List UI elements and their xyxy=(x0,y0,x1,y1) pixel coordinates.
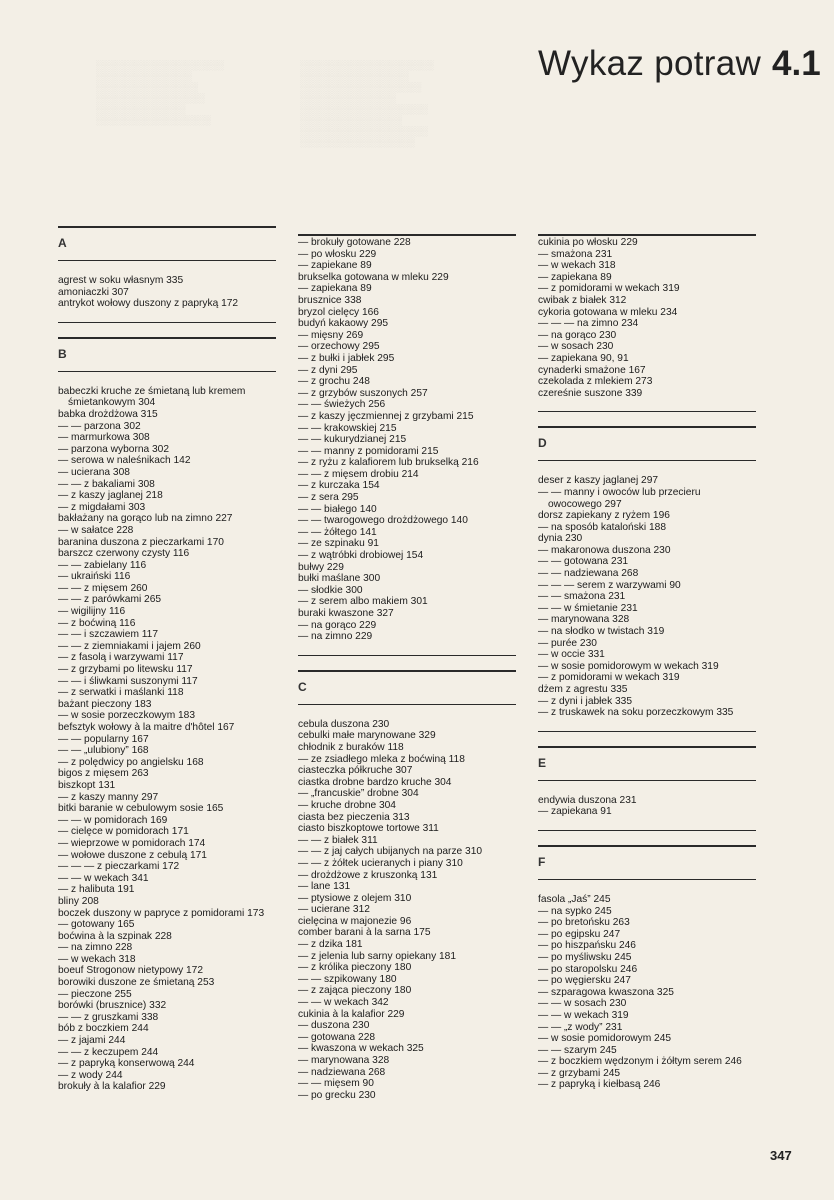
index-entry: — „francuskie” drobne 304 xyxy=(298,788,419,800)
index-entry: — w wekach 318 xyxy=(538,260,616,272)
index-entry: — w occie 331 xyxy=(538,649,605,661)
index-entry: czereśnie suszone 339 xyxy=(538,387,643,399)
index-entry: — na gorąco 230 xyxy=(538,329,617,341)
index-entry: — ukraiński 116 xyxy=(58,571,131,583)
index-entry: — zapiekana 89 xyxy=(298,283,372,295)
index-entry: bliny 208 xyxy=(58,895,99,907)
index-entry: — purée 230 xyxy=(538,637,597,649)
section-divider xyxy=(538,399,756,412)
index-entry: deser z kaszy jaglanej 297 xyxy=(538,475,659,487)
index-entry: — — z parówkami 265 xyxy=(58,594,162,606)
index-entry: — — szpikowany 180 xyxy=(298,973,397,985)
index-entry: — — gotowana 231 xyxy=(538,556,629,568)
index-entry: — z grzybami 245 xyxy=(538,1067,621,1079)
index-entry: — po włosku 229 xyxy=(298,248,377,260)
index-entry: — — w śmietanie 231 xyxy=(538,602,638,614)
index-entry: — — parzona 302 xyxy=(58,420,141,432)
index-entry: — w sosach 230 xyxy=(538,341,614,353)
index-entry: budyń kakaowy 295 xyxy=(298,318,389,330)
index-entry: — — szarym 245 xyxy=(538,1044,617,1056)
index-entry: cebulki małe marynowane 329 xyxy=(298,730,436,742)
index-entry: — — w wekach 319 xyxy=(538,1009,629,1021)
index-entry: — na sposób kataloński 188 xyxy=(538,521,666,533)
index-entry: — brokuły gotowane 228 xyxy=(298,237,411,248)
index-entry: bażant pieczony 183 xyxy=(58,698,152,710)
index-column-2 xyxy=(298,226,516,1101)
index-entry: boczek duszony w papryce z pomidorami 173 xyxy=(58,907,265,919)
index-entry: — — „z wody” 231 xyxy=(538,1021,623,1033)
index-entry: — z jajami 244 xyxy=(58,1035,126,1047)
index-entry: — — manny i owoców lub przecieru owocowego 297 xyxy=(538,486,701,510)
index-entry: — — z jaj całych ubijanych na parze 310 xyxy=(298,846,483,858)
index-entry: — zapiekane 89 xyxy=(298,260,372,272)
section-header xyxy=(298,670,516,705)
index-entry: — po staropolsku 246 xyxy=(538,963,638,975)
index-entry: bryzol cielęcy 166 xyxy=(298,306,379,318)
index-entry: chłodnik z buraków 118 xyxy=(298,741,404,753)
index-entry: — kwaszona w wekach 325 xyxy=(298,1043,424,1055)
index-entry: — z halibuta 191 xyxy=(58,884,135,896)
index-entry: — — w wekach 342 xyxy=(298,997,389,1009)
index-entry: — — — z pieczarkami 172 xyxy=(58,861,180,873)
index-entry: cukinia à la kalafior 229 xyxy=(298,1008,405,1020)
index-entry: — z pomidorami w wekach 319 xyxy=(538,283,680,295)
index-entry: — z papryką konserwową 244 xyxy=(58,1058,195,1070)
watermark xyxy=(150,1125,168,1190)
index-entry: — — z gruszkami 338 xyxy=(58,1011,159,1023)
section-header xyxy=(538,426,756,461)
index-entry: dżem z agrestu 335 xyxy=(538,684,628,695)
index-entry: — — i śliwkami suszonymi 117 xyxy=(58,675,198,687)
index-entry: — z papryką i kiełbasą 246 xyxy=(538,1079,661,1091)
index-entry: — drożdżowe z kruszonką 131 xyxy=(298,869,438,881)
index-entry: — — z keczupem 244 xyxy=(58,1046,159,1058)
index-entry: — — z mięsem 260 xyxy=(58,582,148,594)
index-entry: bakłażany na gorąco lub na zimno 227 xyxy=(58,513,233,525)
index-entry: — lane 131 xyxy=(298,881,351,893)
index-entry: — — z bakaliami 308 xyxy=(58,478,155,490)
index-entry: cwibak z białek 312 xyxy=(538,294,627,306)
index-entry: — — z ziemniakami i jajem 260 xyxy=(58,640,201,652)
section-divider xyxy=(538,818,756,831)
index-entry: — serowa w naleśnikach 142 xyxy=(58,455,191,467)
index-entry: — ucierana 308 xyxy=(58,466,130,478)
index-entry: cykoria gotowana w mleku 234 xyxy=(538,306,678,318)
index-entry: — po bretońsku 263 xyxy=(538,917,630,929)
index-entry: — zapiekana 91 xyxy=(538,806,612,818)
index-entry: — marynowana 328 xyxy=(298,1055,390,1066)
index-entry: — — białego 140 xyxy=(298,503,377,515)
index-column-3 xyxy=(538,226,756,1091)
index-entry: — z polędwicy po angielsku 168 xyxy=(58,756,204,768)
section-header xyxy=(538,746,756,781)
index-entry: — z zająca pieczony 180 xyxy=(298,985,412,997)
index-entry: — z kaszy jęczmiennej z grzybami 215 xyxy=(298,410,474,422)
index-entry: — z serem albo makiem 301 xyxy=(298,596,428,608)
index-entry: — po hiszpańsku 246 xyxy=(538,940,636,952)
index-entry: — ze szpinaku 91 xyxy=(298,538,379,550)
index-entry: — z grochu 248 xyxy=(298,376,370,388)
index-entry: cukinia po włosku 229 xyxy=(538,237,638,248)
index-entry: — z fasolą i warzywami 117 xyxy=(58,652,184,664)
index-entry: — — w pomidorach 169 xyxy=(58,814,168,826)
index-entry: — z serwatki i maślanki 118 xyxy=(58,687,184,699)
section-letter: A xyxy=(58,236,67,250)
index-entry: — z truskawek na soku porzeczkowym 335 xyxy=(538,707,734,719)
index-entry: — słodkie 300 xyxy=(298,584,363,596)
index-entry: — parzona wyborna 302 xyxy=(58,443,169,455)
index-entry: befsztyk wołowy à la maitre d'hôtel 167 xyxy=(58,722,235,733)
index-entry: cynaderki smażone 167 xyxy=(538,364,646,376)
index-entry: — w sosie pomidorowym w wekach 319 xyxy=(538,660,719,672)
index-column-1 xyxy=(58,226,276,1093)
index-entry: — ptysiowe z olejem 310 xyxy=(298,892,412,904)
index-entry: — kruche drobne 304 xyxy=(298,799,396,811)
index-entry: — z dyni i jabłek 335 xyxy=(538,695,633,707)
index-entry: fasola „Jaś” 245 xyxy=(538,893,611,905)
index-entry: — marynowana 328 xyxy=(538,614,630,626)
index-entry: — smażona 231 xyxy=(538,248,613,260)
index-entry: — z kaszy jaglanej 218 xyxy=(58,490,163,502)
index-entry: — — manny z pomidorami 215 xyxy=(298,445,439,457)
index-entry: — z dyni 295 xyxy=(298,364,358,376)
index-entry: — szparagowa kwaszona 325 xyxy=(538,986,674,998)
index-entry: — na zimno 228 xyxy=(58,942,133,954)
index-entry: — mięsny 269 xyxy=(298,329,364,341)
index-entry: — na gorąco 229 xyxy=(298,619,377,631)
index-entry: — na zimno 229 xyxy=(298,631,373,643)
page-title: Wykaz potraw xyxy=(538,44,762,83)
index-entry: — z wody 244 xyxy=(58,1069,123,1081)
index-entry: — — z żółtek ucieranych i piany 310 xyxy=(298,857,463,869)
index-entry: — w sosie porzeczkowym 183 xyxy=(58,710,196,722)
index-entry: brukselka gotowana w mleku 229 xyxy=(298,271,449,283)
index-entry: ciasteczka półkruche 307 xyxy=(298,765,413,777)
index-entry: barszcz czerwony czysty 116 xyxy=(58,548,190,560)
index-entry: — z bułki i jabłek 295 xyxy=(298,352,395,364)
index-entry: — wieprzowe w pomidorach 174 xyxy=(58,837,206,849)
index-entry: bób z boczkiem 244 xyxy=(58,1023,149,1035)
index-entry: ciastka drobne bardzo kruche 304 xyxy=(298,776,452,788)
index-entry: ciasto biszkoptowe tortowe 311 xyxy=(298,823,439,835)
index-entry: — — z białek 311 xyxy=(298,834,378,846)
index-entry: — cielęce w pomidorach 171 xyxy=(58,826,189,838)
index-entry: — z dzika 181 xyxy=(298,939,363,951)
index-entry: — z boćwiną 116 xyxy=(58,617,136,629)
index-entry: — zapiekana 90, 91 xyxy=(538,352,629,364)
chapter-number: 4.1 xyxy=(772,44,821,83)
index-entry: cebula duszona 230 xyxy=(298,718,390,730)
index-entry: — — z mięsem drobiu 214 xyxy=(298,468,419,480)
index-entry: — gotowana 228 xyxy=(298,1031,376,1043)
index-entry: bułki maślane 300 xyxy=(298,573,381,585)
index-entry: — z sera 295 xyxy=(298,492,359,504)
index-entry: brokuły à la kalafior 229 xyxy=(58,1081,166,1093)
index-entry: cielęcina w majonezie 96 xyxy=(298,915,412,927)
section-header xyxy=(58,337,276,372)
page-number: 347 xyxy=(770,1148,792,1163)
index-entry: — marmurkowa 308 xyxy=(58,432,150,444)
index-entry: — z wątróbki drobiowej 154 xyxy=(298,550,424,562)
section-letter: C xyxy=(298,679,307,694)
index-entry: — zapiekana 89 xyxy=(538,271,612,283)
bleed-through-text: ░░░░░░░░░░░░░░░░░░░░░ ░░░░░░░░░░░░░░░░░ ░░░░░░░░░░░░░░░░░░░ ░░░░░░░░░░░░░░░ ░░░░░░░░░░░░░░░░░░░░ ░░░░░░░░░░░░░░░░ ░░░░░░░░░░░░░░░░░░░░ ░░░░░░░░░░░░░░░░░░ xyxy=(300,60,434,147)
index-entry: — w sałatce 228 xyxy=(58,524,134,536)
index-entry: brusznice 338 xyxy=(298,294,362,306)
index-entry: bigos z mięsem 263 xyxy=(58,768,149,780)
index-entry: — na słodko w twistach 319 xyxy=(538,626,665,638)
index-entry: — ucierane 312 xyxy=(298,904,370,916)
index-entry: — z boczkiem wędzonym i żółtym serem 246 xyxy=(538,1056,742,1068)
index-entry: — — „ulubiony” 168 xyxy=(58,745,149,757)
section-letter: B xyxy=(58,346,67,361)
index-entry: — — kukurydzianej 215 xyxy=(298,434,407,446)
index-entry: — z kurczaka 154 xyxy=(298,480,380,492)
index-entry: — wołowe duszone z cebulą 171 xyxy=(58,849,207,861)
index-entry: — z ryżu z kalafiorem lub brukselką 216 xyxy=(298,457,479,469)
index-entry: agrest w soku własnym 335 xyxy=(58,275,184,286)
index-entry: babka drożdżowa 315 xyxy=(58,408,158,420)
section-letter: E xyxy=(538,755,547,770)
index-entry: — po egipsku 247 xyxy=(538,928,621,940)
index-entry: — — krakowskiej 215 xyxy=(298,422,397,434)
index-entry: — z kaszy manny 297 xyxy=(58,791,159,803)
index-entry: — — smażona 231 xyxy=(538,591,626,603)
index-entry: — w wekach 318 xyxy=(58,953,136,965)
section-divider xyxy=(298,643,516,656)
index-entry: endywia duszona 231 xyxy=(538,794,637,806)
index-entry: — wigilijny 116 xyxy=(58,606,126,618)
section-letter: D xyxy=(538,436,547,451)
index-entry: — z jelenia lub sarny opiekany 181 xyxy=(298,950,457,962)
index-entry: ciasta bez pieczenia 313 xyxy=(298,811,410,823)
index-entry: czekolada z mlekiem 273 xyxy=(538,376,653,388)
index-entry: — pieczone 255 xyxy=(58,988,132,1000)
section-divider xyxy=(58,310,276,323)
bleed-through-text: ░░░░░░░░░░░░░░░░░░░░ ░░░░░░░░░░░░░░░ ░░░░░░░░░░░░░░░░ ░░░░░░░░░░░░░░░░░ ░░░░░░░░░░░░░░ ░░░░░░░░░░░░░░░░░░ xyxy=(96,60,224,125)
index-entry: boćwina à la szpinak 228 xyxy=(58,930,172,942)
index-entry: — gotowany 165 xyxy=(58,919,135,931)
index-entry: — — twarogowego drożdżowego 140 xyxy=(298,515,468,527)
index-entry: — z grzybów suszonych 257 xyxy=(298,387,428,399)
section-letter: F xyxy=(538,854,546,869)
index-entry: — ze zsiadłego mleka z boćwiną 118 xyxy=(298,753,465,765)
index-entry: — z pomidorami w wekach 319 xyxy=(538,672,680,684)
index-entry: — — — serem z warzywami 90 xyxy=(538,579,681,591)
index-entry: babeczki kruche ze śmietaną lub kremem śmietankowym 304 xyxy=(58,385,246,409)
index-entry: comber barani à la sarna 175 xyxy=(298,927,431,939)
index-entry: baranina duszona z pieczarkami 170 xyxy=(58,536,224,548)
index-entry: — — — na zimno 234 xyxy=(538,318,639,330)
index-entry: — po grecku 230 xyxy=(298,1089,376,1101)
index-entry: amoniaczki 307 xyxy=(58,286,129,298)
section-header xyxy=(58,226,276,261)
index-entry: — — w sosach 230 xyxy=(538,998,627,1010)
index-entry: — z migdałami 303 xyxy=(58,501,146,513)
index-entry: antrykot wołowy duszony z papryką 172 xyxy=(58,298,239,310)
index-entry: — — mięsem 90 xyxy=(298,1078,374,1090)
index-entry: — duszona 230 xyxy=(298,1020,370,1032)
index-entry: bitki baranie w cebulowym sosie 165 xyxy=(58,803,224,815)
index-entry: — po myśliwsku 245 xyxy=(538,951,632,963)
index-entry: — po węgiersku 247 xyxy=(538,975,631,987)
index-entry: buraki kwaszone 327 xyxy=(298,608,394,619)
index-entry: dynia 230 xyxy=(538,533,583,545)
index-entry: — w sosie pomidorowym 245 xyxy=(538,1033,672,1045)
index-entry: borówki (brusznice) 332 xyxy=(58,1000,167,1012)
section-divider xyxy=(538,719,756,732)
index-entry: — nadziewana 268 xyxy=(298,1066,386,1078)
index-entry: — — żółtego 141 xyxy=(298,526,377,538)
index-entry: boeuf Strogonow nietypowy 172 xyxy=(58,965,203,977)
index-entry: — orzechowy 295 xyxy=(298,341,380,353)
index-entry: dorsz zapiekany z ryżem 196 xyxy=(538,510,670,522)
index-entry: bułwy 229 xyxy=(298,561,344,573)
index-entry: — — i szczawiem 117 xyxy=(58,629,159,641)
index-entry: — — zabielany 116 xyxy=(58,559,147,571)
index-entry: — z królika pieczony 180 xyxy=(298,962,412,974)
index-entry: — na sypko 245 xyxy=(538,905,612,917)
index-entry: biszkopt 131 xyxy=(58,779,116,791)
index-entry: — — popularny 167 xyxy=(58,733,149,745)
section-header xyxy=(538,845,756,880)
index-entry: — — świeżych 256 xyxy=(298,399,386,411)
index-entry: — — w wekach 341 xyxy=(58,872,149,884)
index-entry: — makaronowa duszona 230 xyxy=(538,544,671,556)
index-entry: borowiki duszone ze śmietaną 253 xyxy=(58,977,215,989)
index-entry: — z grzybami po litewsku 117 xyxy=(58,664,193,676)
index-entry: — — nadziewana 268 xyxy=(538,568,639,580)
